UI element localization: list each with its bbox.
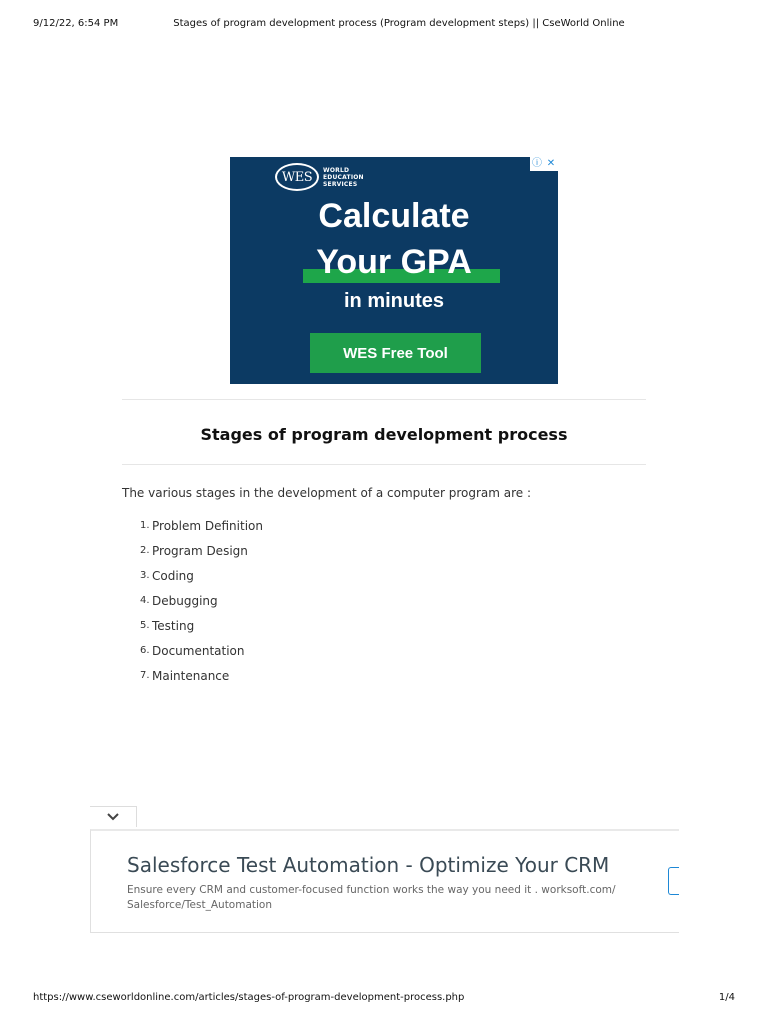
ad-close-icon[interactable]: ✕ — [546, 158, 556, 169]
ad-bottom-description: Ensure every CRM and customer-focused function works the way you need it . worksoft.com/ Salesforce/Test_Automation — [127, 884, 616, 911]
list-item-label: Testing — [152, 619, 195, 633]
list-item-number: 3. — [140, 570, 150, 581]
list-item — [140, 543, 263, 568]
list-item-number: 1. — [140, 520, 150, 531]
print-url: https://www.cseworldonline.com/articles/stages-of-program-development-process.php — [33, 992, 465, 1003]
wes-logo-line: SERVICES — [323, 180, 358, 188]
print-title: Stages of program development process (Program development steps) || CseWorld Online — [173, 18, 625, 29]
chevron-down-icon — [106, 812, 120, 822]
article-intro: The various stages in the development of a computer program are : — [122, 486, 532, 500]
divider-bottom — [122, 464, 646, 465]
print-date: 9/12/22, 6:54 PM — [33, 18, 119, 29]
divider-top — [122, 399, 646, 400]
ad-headline-line-2: Your GPA — [316, 243, 472, 281]
list-item-label: Documentation — [152, 644, 245, 658]
list-item — [140, 618, 263, 643]
list-item-number: 4. — [140, 595, 150, 606]
ad-controls — [530, 157, 558, 171]
list-item-label: Coding — [152, 569, 194, 583]
wes-logo-mark: WES — [275, 163, 319, 191]
stages-list — [140, 518, 263, 693]
ad-info-icon[interactable]: ⓘ — [532, 158, 542, 169]
wes-logo — [275, 163, 364, 191]
list-item — [140, 643, 263, 668]
page-number: 1/4 — [718, 992, 735, 1003]
list-item — [140, 568, 263, 593]
wes-logo-line: EDUCATION — [323, 173, 364, 181]
ad-headline-line-1: Calculate — [318, 197, 470, 235]
ad-banner-bottom[interactable] — [90, 829, 679, 933]
ad-bottom-headline[interactable]: Salesforce Test Automation - Optimize Your CRM — [127, 853, 610, 877]
page-title: Stages of program development process — [200, 425, 568, 444]
ad-open-button[interactable] — [668, 867, 679, 895]
list-item-label: Problem Definition — [152, 519, 263, 533]
ad-cta-button[interactable]: WES Free Tool — [310, 333, 481, 373]
wes-logo-line: WORLD — [323, 166, 350, 174]
list-item-label: Debugging — [152, 594, 218, 608]
ad-banner-top[interactable] — [230, 157, 558, 384]
list-item-label: Program Design — [152, 544, 248, 558]
list-item — [140, 593, 263, 618]
ad-collapse-tab[interactable] — [90, 806, 137, 827]
list-item-number: 6. — [140, 645, 150, 656]
wes-logo-text — [323, 167, 364, 188]
list-item-number: 7. — [140, 670, 150, 681]
list-item — [140, 668, 263, 693]
list-item — [140, 518, 263, 543]
list-item-number: 2. — [140, 545, 150, 556]
list-item-label: Maintenance — [152, 669, 230, 683]
ad-subheadline: in minutes — [343, 290, 444, 312]
print-header — [0, 18, 768, 32]
list-item-number: 5. — [140, 620, 150, 631]
